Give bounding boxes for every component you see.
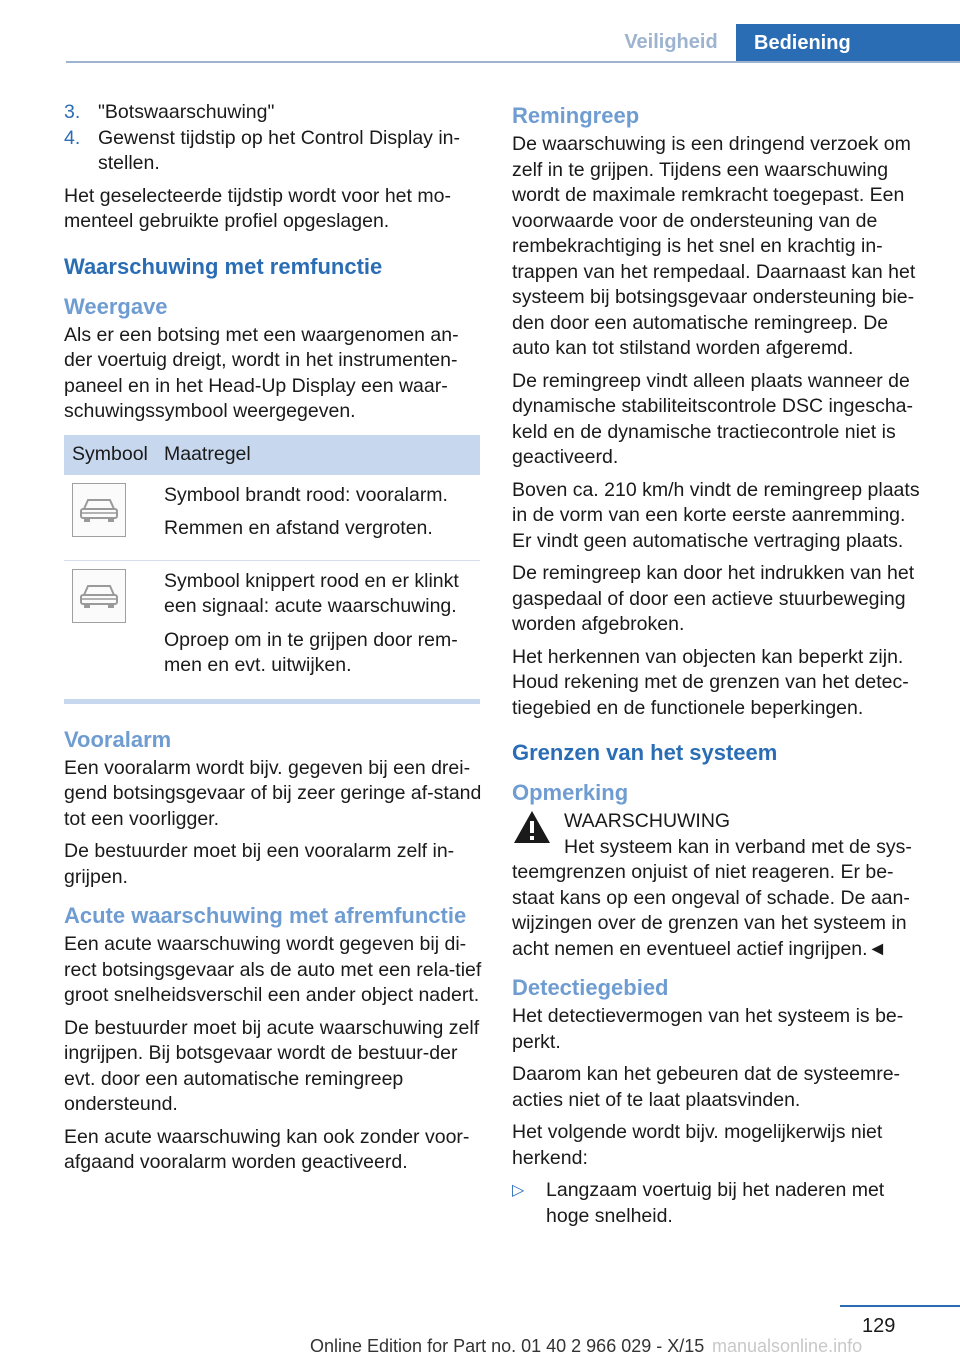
car-front-icon (72, 569, 126, 623)
bullet-list (512, 1178, 930, 1229)
paragraph: Het detectievermogen van het systeem is be-perkt. (512, 1005, 904, 1053)
cell-text: Oproep om in te grijpen door rem-men en evt. uitwijken. (164, 628, 458, 676)
paragraph: Een vooralarm wordt bijv. gegeven bij een drei-gend botsingsgevaar of bij zeer geringe af-stand tot een voorligger. (64, 756, 482, 830)
warning-text-first: Het systeem kan in verband met de sys- (564, 835, 912, 858)
paragraph: De bestuurder moet bij acute waarschuwing zelf ingrijpen. Bij botsgevaar wordt de bestuur-der evt. door een automatische remingreep ondersteund. (64, 1016, 480, 1115)
paragraph: Een acute waarschuwing wordt gegeven bij di-rect botsingsgevaar als de auto met een rela-tief groot snelheidsverschil een ander object nadert. (64, 933, 482, 1006)
heading-remingreep: Remingreep (512, 103, 640, 128)
heading-detectiegebied: Detectiegebied (512, 975, 669, 1000)
cell-text: Symbool knippert rood en er klinkt een signaal: acute waarschuwing. (164, 569, 459, 617)
table-row (64, 475, 480, 561)
table-row (64, 560, 480, 697)
warning-head (564, 809, 912, 860)
cell-text: Remmen en afstand vergroten. (164, 517, 433, 539)
paragraph: Daarom kan het gebeuren dat de systeemre-acties niet of te laat plaatsvinden. (512, 1063, 901, 1111)
warning-block (512, 809, 930, 860)
table-header-maatregel: Maatregel (156, 435, 480, 475)
left-column (64, 100, 482, 1183)
heading-waarschuwing: Waarschuwing met remfunctie (64, 253, 383, 279)
right-column (512, 100, 930, 1229)
symbol-table (64, 435, 480, 697)
list-item (512, 1178, 930, 1229)
page-header (0, 0, 960, 62)
watermark: manualsonline.info (712, 1336, 863, 1356)
paragraph: Het geselecteerde tijdstip wordt voor het mo-menteel gebruikte profiel opgeslagen. (64, 184, 451, 232)
paragraph: Het volgende wordt bijv. mogelijkerwijs niet herkend: (512, 1121, 883, 1169)
warning-text: teemgrenzen onjuist of niet reageren. Er be-staat kans op een ongeval of schade. De aan-wijzingen over de grenzen van het systeem in acht nemen en eventueel actief ingrijpen.◄ (512, 861, 910, 960)
cell-text: Symbool brandt rood: vooralarm. (164, 483, 448, 506)
heading-acute: Acute waarschuwing met afremfunctie (64, 903, 467, 928)
heading-vooralarm: Vooralarm (64, 726, 172, 752)
heading-weergave: Weergave (64, 293, 168, 319)
measure-cell (156, 475, 480, 561)
paragraph: Als er een botsing met een waargenomen an-der voertuig dreigt, wordt in het instrumenten-paneel en in het Head-Up Display een waar-schuwingssymbool weergegeven. (64, 323, 459, 422)
footer-rule (840, 1305, 960, 1307)
tab-bediening[interactable]: Bediening (736, 24, 960, 62)
list-item (64, 126, 482, 177)
list-number: 3. (64, 101, 81, 123)
heading-opmerking: Opmerking (512, 780, 629, 805)
car-front-icon (72, 483, 126, 537)
warning-title: WAARSCHUWING (564, 810, 731, 832)
paragraph: De remingreep vindt alleen plaats wanneer de dynamische stabiliteitscontrole DSC ingescha-keld en de dynamische tractiecontrole niet is geactiveerd. (512, 369, 914, 468)
list-text: Gewenst tijdstip op het Control Display in-stellen. (98, 126, 460, 174)
edition-text: Online Edition for Part no. 01 40 2 966 029 - X/15 (310, 1336, 705, 1356)
heading-grenzen: Grenzen van het systeem (512, 740, 778, 765)
paragraph: Boven ca. 210 km/h vindt de remingreep plaats in de vorm van een korte eerste aanremming. Er vindt geen automatische vertraging plaats. (512, 478, 920, 552)
paragraph: Een acute waarschuwing kan ook zonder voor-afgaand vooralarm worden geactiveerd. (64, 1125, 470, 1173)
list-text: "Botswaarschuwing" (98, 101, 275, 123)
paragraph: Het herkennen van objecten kan beperkt zijn. Houd rekening met de grenzen van het detec-tiegebied en de functionele beperkingen. (512, 645, 909, 719)
paragraph: De remingreep kan door het indrukken van het gaspedaal of door een actieve stuurbeweging worden afgebroken. (512, 562, 915, 635)
warning-triangle-icon (512, 809, 552, 845)
symbol-cell (64, 560, 156, 697)
paragraph: De waarschuwing is een dringend verzoek om zelf in te grijpen. Tijdens een waarschuwing wordt de maximale remkracht toegepast. Een voorwaarde voor de ondersteuning van de rembekrachtiging is het snel en krachtig in-trappen van het rempedaal. Daarnaast kan het systeem bij botsingsgevaar ondersteuning bie-den door een automatische remingreep. De auto kan tot stilstand worden afgeremd. (512, 133, 916, 359)
paragraph: De bestuurder moet bij een vooralarm zelf in-grijpen. (64, 840, 455, 888)
steps-list (64, 100, 482, 177)
header-rule (66, 61, 960, 63)
list-number: 4. (64, 126, 81, 149)
table-header-symbool: Symbool (64, 435, 156, 475)
measure-cell (156, 560, 480, 697)
list-item (64, 100, 482, 126)
bullet-triangle-icon: ▷ (512, 1182, 525, 1199)
tab-veiligheid[interactable]: Veiligheid (624, 31, 718, 53)
symbol-cell (64, 475, 156, 561)
page-number: 129 (862, 1315, 896, 1337)
table-end-rule (64, 699, 480, 704)
list-text: Langzaam voertuig bij het naderen met hoge snelheid. (546, 1179, 885, 1227)
